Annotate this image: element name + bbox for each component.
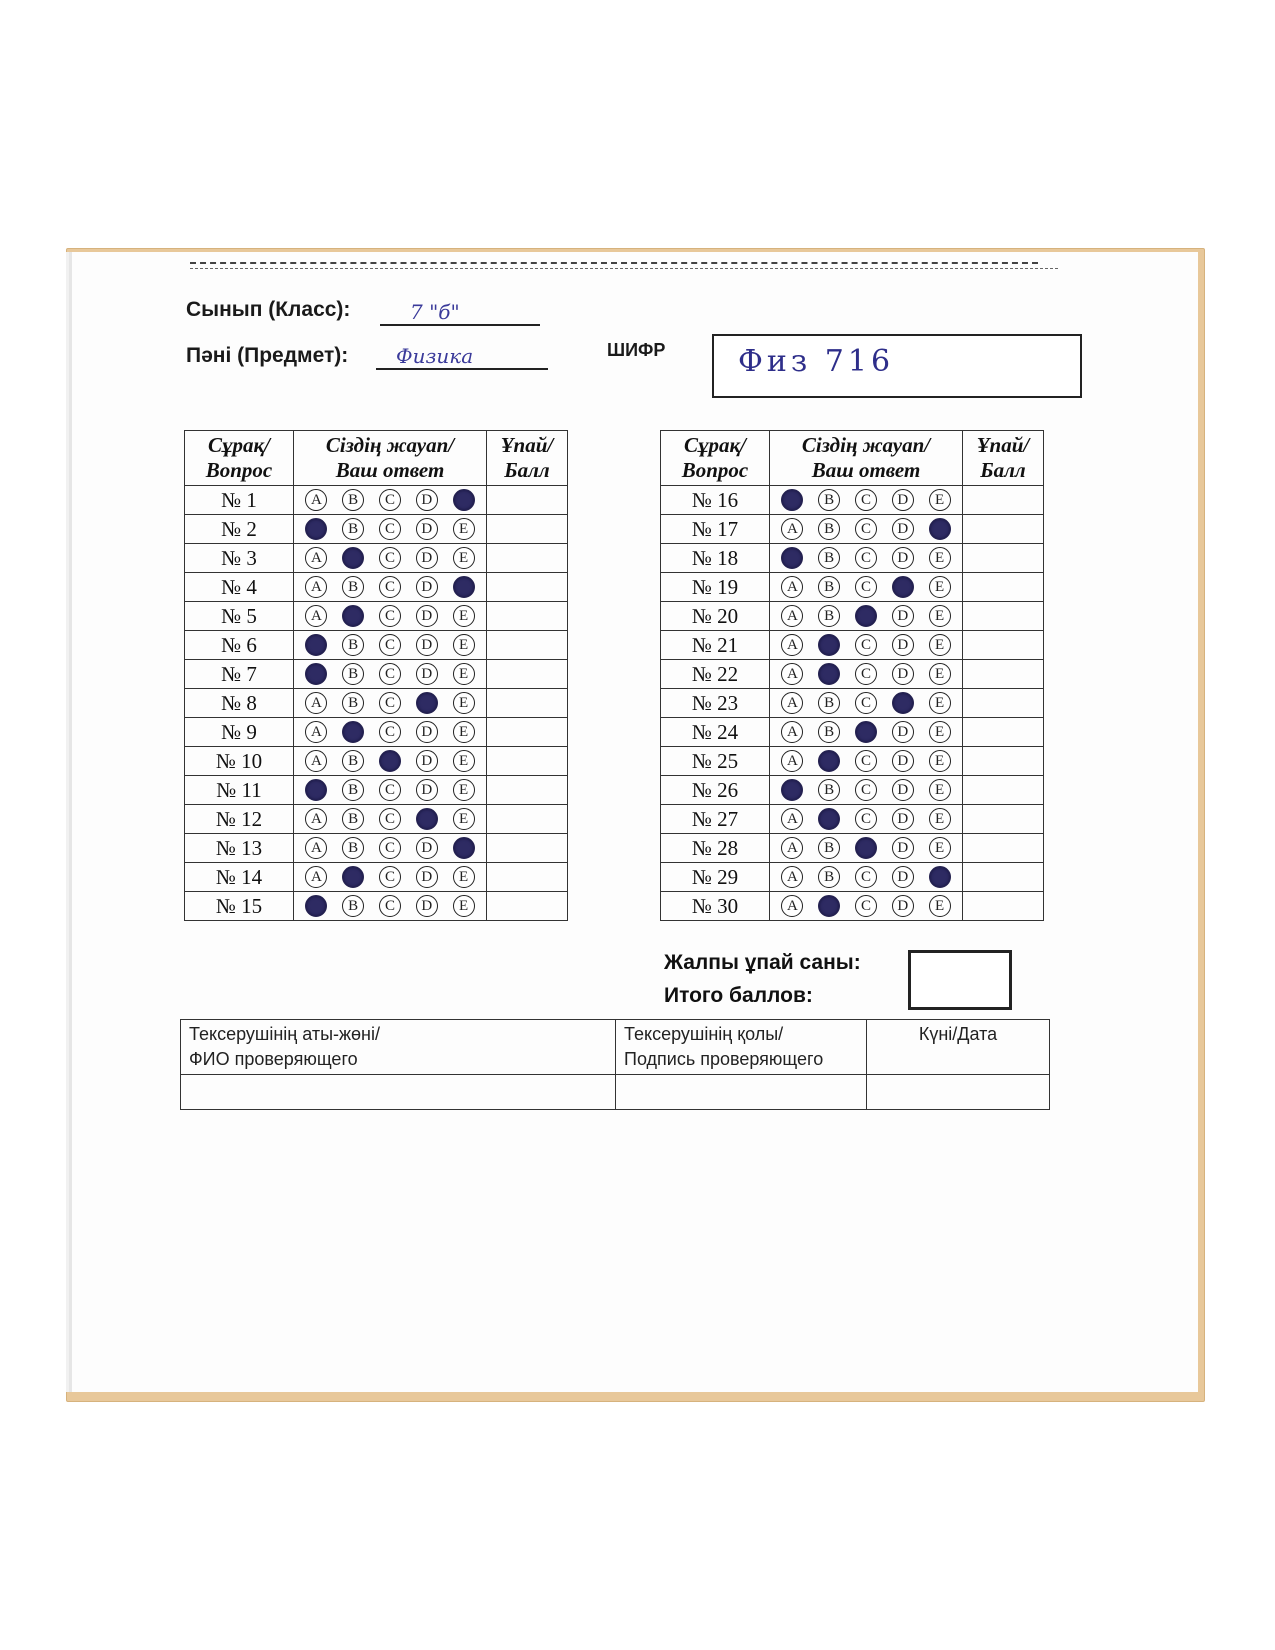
question-number: № 26 bbox=[661, 776, 770, 805]
score-cell[interactable] bbox=[963, 602, 1044, 631]
answer-options bbox=[770, 544, 963, 573]
answer-bubble-e[interactable]: E bbox=[929, 576, 951, 598]
answer-bubble-b[interactable]: B bbox=[342, 692, 364, 714]
answer-bubble-e[interactable]: E bbox=[453, 547, 475, 569]
question-row bbox=[185, 776, 568, 805]
answer-bubble-a[interactable]: A bbox=[781, 866, 803, 888]
answer-options bbox=[294, 573, 487, 602]
question-row bbox=[661, 863, 1044, 892]
score-cell[interactable] bbox=[963, 544, 1044, 573]
answer-bubble-d[interactable] bbox=[892, 692, 914, 714]
cipher-label: ШИФР bbox=[607, 340, 666, 360]
examiner-name-header: Тексерушінің аты-жөні/ ФИО проверяющего bbox=[181, 1020, 616, 1075]
question-row bbox=[661, 544, 1044, 573]
answer-bubble-b[interactable] bbox=[818, 895, 840, 917]
score-cell[interactable] bbox=[487, 863, 568, 892]
question-row bbox=[185, 863, 568, 892]
answer-bubble-e[interactable]: E bbox=[929, 634, 951, 656]
score-cell[interactable] bbox=[963, 776, 1044, 805]
answer-bubble-e[interactable]: E bbox=[929, 779, 951, 801]
answer-bubble-a[interactable] bbox=[781, 779, 803, 801]
question-number: № 14 bbox=[185, 863, 294, 892]
answer-bubble-e[interactable]: E bbox=[453, 692, 475, 714]
answer-options bbox=[770, 515, 963, 544]
answer-bubble-e[interactable]: E bbox=[929, 605, 951, 627]
answer-bubble-e[interactable] bbox=[929, 866, 951, 888]
answer-bubble-d[interactable]: D bbox=[892, 547, 914, 569]
answer-options bbox=[770, 718, 963, 747]
answer-bubble-d[interactable]: D bbox=[892, 866, 914, 888]
answer-options bbox=[770, 602, 963, 631]
question-row bbox=[661, 515, 1044, 544]
question-number: № 25 bbox=[661, 747, 770, 776]
answer-bubble-a[interactable] bbox=[305, 779, 327, 801]
answer-bubble-a[interactable]: A bbox=[781, 692, 803, 714]
answer-bubble-b[interactable]: B bbox=[818, 605, 840, 627]
answer-options bbox=[770, 747, 963, 776]
answer-bubble-c[interactable]: C bbox=[855, 663, 877, 685]
answer-bubble-b[interactable] bbox=[818, 634, 840, 656]
question-row bbox=[661, 631, 1044, 660]
answer-bubble-c[interactable]: C bbox=[379, 866, 401, 888]
answer-options bbox=[770, 660, 963, 689]
answer-options bbox=[294, 544, 487, 573]
answer-bubble-e[interactable] bbox=[453, 837, 475, 859]
score-cell[interactable] bbox=[487, 573, 568, 602]
examiner-table bbox=[180, 1019, 1050, 1110]
score-cell[interactable] bbox=[487, 660, 568, 689]
answer-bubble-c[interactable]: C bbox=[855, 547, 877, 569]
class-label: Сынып (Класс): bbox=[186, 298, 351, 321]
answer-options bbox=[770, 631, 963, 660]
answer-options bbox=[770, 834, 963, 863]
answer-bubble-e[interactable]: E bbox=[929, 663, 951, 685]
answer-bubble-c[interactable]: C bbox=[855, 779, 877, 801]
class-value[interactable]: 7 "б" bbox=[410, 300, 460, 324]
answer-sheet bbox=[72, 252, 1198, 1392]
answer-bubble-d[interactable]: D bbox=[892, 605, 914, 627]
answer-bubble-d[interactable]: D bbox=[892, 721, 914, 743]
cipher-box[interactable] bbox=[712, 334, 1082, 398]
answer-bubble-d[interactable]: D bbox=[416, 547, 438, 569]
answer-bubble-d[interactable]: D bbox=[892, 489, 914, 511]
question-number: № 30 bbox=[661, 892, 770, 921]
answer-bubble-c[interactable]: C bbox=[379, 808, 401, 830]
question-header: Сұрақ/ Вопрос bbox=[661, 431, 770, 486]
answer-bubble-a[interactable]: A bbox=[305, 721, 327, 743]
answer-options bbox=[294, 776, 487, 805]
answer-bubble-b[interactable]: B bbox=[342, 808, 364, 830]
answer-bubble-c[interactable]: C bbox=[855, 895, 877, 917]
answer-bubble-b[interactable]: B bbox=[342, 779, 364, 801]
total-score-label: Жалпы ұпай саны: Итого баллов: bbox=[664, 951, 861, 1007]
answer-bubble-d[interactable]: D bbox=[416, 518, 438, 540]
answer-bubble-d[interactable]: D bbox=[416, 837, 438, 859]
answer-bubble-a[interactable]: A bbox=[781, 663, 803, 685]
question-row bbox=[185, 631, 568, 660]
question-number: № 16 bbox=[661, 486, 770, 515]
answer-bubble-c[interactable]: C bbox=[855, 808, 877, 830]
score-cell[interactable] bbox=[487, 834, 568, 863]
examiner-signature-header: Тексерушінің қолы/ Подпись проверяющего bbox=[616, 1020, 867, 1075]
score-cell[interactable] bbox=[487, 718, 568, 747]
question-number: № 1 bbox=[185, 486, 294, 515]
answer-bubble-a[interactable]: A bbox=[781, 808, 803, 830]
answer-options bbox=[294, 834, 487, 863]
answer-bubble-b[interactable]: B bbox=[342, 634, 364, 656]
answer-bubble-e[interactable]: E bbox=[453, 605, 475, 627]
question-row bbox=[185, 718, 568, 747]
score-cell[interactable] bbox=[963, 834, 1044, 863]
score-cell[interactable] bbox=[487, 602, 568, 631]
answer-bubble-c[interactable]: C bbox=[379, 895, 401, 917]
question-number: № 3 bbox=[185, 544, 294, 573]
answer-bubble-b[interactable] bbox=[342, 721, 364, 743]
question-row bbox=[661, 776, 1044, 805]
answer-bubble-c[interactable]: C bbox=[379, 634, 401, 656]
score-cell[interactable] bbox=[487, 631, 568, 660]
question-number: № 17 bbox=[661, 515, 770, 544]
answer-bubble-c[interactable]: C bbox=[855, 866, 877, 888]
answer-table-right bbox=[660, 430, 1044, 921]
score-cell[interactable] bbox=[487, 689, 568, 718]
answer-bubble-d[interactable] bbox=[892, 576, 914, 598]
answer-bubble-e[interactable]: E bbox=[929, 489, 951, 511]
score-header: Ұпай/ Балл bbox=[487, 431, 568, 486]
answer-bubble-c[interactable]: C bbox=[855, 518, 877, 540]
question-row bbox=[185, 834, 568, 863]
answer-bubble-b[interactable]: B bbox=[818, 576, 840, 598]
answer-bubble-c[interactable]: C bbox=[855, 750, 877, 772]
answer-bubble-b[interactable]: B bbox=[818, 779, 840, 801]
answer-options bbox=[294, 747, 487, 776]
question-header: Сұрақ/ Вопрос bbox=[185, 431, 294, 486]
answer-bubble-a[interactable]: A bbox=[781, 895, 803, 917]
answer-bubble-d[interactable]: D bbox=[416, 489, 438, 511]
question-number: № 15 bbox=[185, 892, 294, 921]
subject-value[interactable]: Физика bbox=[396, 344, 474, 368]
question-number: № 24 bbox=[661, 718, 770, 747]
answer-bubble-a[interactable]: A bbox=[781, 576, 803, 598]
score-cell[interactable] bbox=[963, 689, 1044, 718]
answer-bubble-a[interactable] bbox=[781, 547, 803, 569]
answer-bubble-d[interactable]: D bbox=[892, 808, 914, 830]
question-number: № 20 bbox=[661, 602, 770, 631]
score-cell[interactable] bbox=[963, 863, 1044, 892]
score-cell[interactable] bbox=[487, 544, 568, 573]
answer-bubble-a[interactable] bbox=[781, 489, 803, 511]
question-row bbox=[661, 805, 1044, 834]
answer-bubble-c[interactable]: C bbox=[379, 779, 401, 801]
question-row bbox=[185, 486, 568, 515]
answer-bubble-a[interactable]: A bbox=[305, 866, 327, 888]
score-cell[interactable] bbox=[963, 718, 1044, 747]
answer-bubble-d[interactable]: D bbox=[416, 634, 438, 656]
answer-table-left bbox=[184, 430, 568, 921]
score-cell[interactable] bbox=[487, 747, 568, 776]
answer-bubble-d[interactable]: D bbox=[892, 518, 914, 540]
question-row bbox=[661, 573, 1044, 602]
answer-bubble-e[interactable]: E bbox=[929, 547, 951, 569]
question-number: № 13 bbox=[185, 834, 294, 863]
answer-bubble-d[interactable]: D bbox=[416, 895, 438, 917]
perforation-line bbox=[190, 268, 1058, 269]
answer-bubble-c[interactable]: C bbox=[379, 489, 401, 511]
answer-bubble-c[interactable] bbox=[855, 605, 877, 627]
answer-bubble-b[interactable]: B bbox=[818, 721, 840, 743]
answer-bubble-e[interactable]: E bbox=[453, 779, 475, 801]
question-row bbox=[661, 486, 1044, 515]
answer-bubble-a[interactable] bbox=[305, 518, 327, 540]
score-cell[interactable] bbox=[963, 805, 1044, 834]
answer-bubble-d[interactable]: D bbox=[416, 663, 438, 685]
answer-bubble-e[interactable]: E bbox=[453, 866, 475, 888]
question-number: № 29 bbox=[661, 863, 770, 892]
answer-bubble-c[interactable]: C bbox=[855, 634, 877, 656]
question-number: № 27 bbox=[661, 805, 770, 834]
answer-bubble-d[interactable]: D bbox=[416, 779, 438, 801]
score-cell[interactable] bbox=[963, 660, 1044, 689]
question-number: № 4 bbox=[185, 573, 294, 602]
answer-options bbox=[294, 486, 487, 515]
answer-bubble-c[interactable]: C bbox=[855, 489, 877, 511]
answer-bubble-d[interactable]: D bbox=[416, 866, 438, 888]
answer-bubble-a[interactable]: A bbox=[305, 750, 327, 772]
question-row bbox=[661, 660, 1044, 689]
answer-bubble-a[interactable]: A bbox=[781, 837, 803, 859]
question-number: № 22 bbox=[661, 660, 770, 689]
score-cell[interactable] bbox=[963, 747, 1044, 776]
answer-bubble-b[interactable] bbox=[818, 750, 840, 772]
answer-bubble-b[interactable]: B bbox=[818, 692, 840, 714]
answer-bubble-e[interactable]: E bbox=[929, 808, 951, 830]
answer-options bbox=[294, 689, 487, 718]
answer-bubble-c[interactable]: C bbox=[379, 518, 401, 540]
question-number: № 11 bbox=[185, 776, 294, 805]
answer-bubble-a[interactable]: A bbox=[305, 808, 327, 830]
answer-options bbox=[770, 892, 963, 921]
answer-bubble-e[interactable]: E bbox=[453, 518, 475, 540]
answer-bubble-b[interactable]: B bbox=[818, 518, 840, 540]
answer-bubble-a[interactable]: A bbox=[305, 605, 327, 627]
answer-bubble-e[interactable]: E bbox=[453, 895, 475, 917]
question-number: № 21 bbox=[661, 631, 770, 660]
question-number: № 18 bbox=[661, 544, 770, 573]
question-row bbox=[661, 689, 1044, 718]
question-number: № 23 bbox=[661, 689, 770, 718]
answer-bubble-a[interactable]: A bbox=[305, 576, 327, 598]
score-cell[interactable] bbox=[487, 776, 568, 805]
date-header: Күні/Дата bbox=[867, 1020, 1050, 1075]
answer-bubble-d[interactable]: D bbox=[416, 750, 438, 772]
answer-bubble-e[interactable]: E bbox=[453, 808, 475, 830]
answer-bubble-a[interactable]: A bbox=[781, 721, 803, 743]
answer-bubble-c[interactable]: C bbox=[379, 576, 401, 598]
answer-bubble-e[interactable]: E bbox=[453, 750, 475, 772]
answer-bubble-e[interactable]: E bbox=[453, 634, 475, 656]
answer-options bbox=[770, 805, 963, 834]
answer-bubble-b[interactable] bbox=[818, 663, 840, 685]
score-cell[interactable] bbox=[487, 805, 568, 834]
answer-bubble-d[interactable]: D bbox=[892, 634, 914, 656]
answer-bubble-c[interactable] bbox=[855, 837, 877, 859]
answer-bubble-d[interactable]: D bbox=[892, 779, 914, 801]
class-underline bbox=[380, 324, 540, 326]
question-number: № 28 bbox=[661, 834, 770, 863]
answer-bubble-b[interactable]: B bbox=[342, 750, 364, 772]
question-row bbox=[661, 718, 1044, 747]
answer-bubble-a[interactable] bbox=[305, 663, 327, 685]
answer-bubble-e[interactable]: E bbox=[929, 692, 951, 714]
answer-bubble-a[interactable]: A bbox=[305, 489, 327, 511]
answer-bubble-e[interactable] bbox=[453, 576, 475, 598]
question-number: № 2 bbox=[185, 515, 294, 544]
answer-options bbox=[294, 892, 487, 921]
answer-bubble-a[interactable]: A bbox=[781, 750, 803, 772]
answer-options bbox=[770, 776, 963, 805]
perforation-line bbox=[190, 262, 1038, 264]
question-number: № 7 bbox=[185, 660, 294, 689]
answer-options bbox=[294, 660, 487, 689]
answer-bubble-b[interactable]: B bbox=[818, 489, 840, 511]
answer-bubble-b[interactable]: B bbox=[342, 895, 364, 917]
answer-options bbox=[294, 863, 487, 892]
answer-bubble-c[interactable]: C bbox=[379, 837, 401, 859]
answer-bubble-a[interactable]: A bbox=[781, 518, 803, 540]
score-cell[interactable] bbox=[487, 892, 568, 921]
score-header: Ұпай/ Балл bbox=[963, 431, 1044, 486]
question-row bbox=[661, 602, 1044, 631]
answer-bubble-b[interactable]: B bbox=[818, 837, 840, 859]
answer-bubble-e[interactable]: E bbox=[929, 750, 951, 772]
answer-bubble-c[interactable] bbox=[855, 721, 877, 743]
answer-bubble-c[interactable]: C bbox=[379, 692, 401, 714]
question-number: № 6 bbox=[185, 631, 294, 660]
question-row bbox=[185, 544, 568, 573]
answer-bubble-d[interactable]: D bbox=[892, 837, 914, 859]
score-cell[interactable] bbox=[963, 573, 1044, 602]
answer-bubble-c[interactable]: C bbox=[379, 547, 401, 569]
score-cell[interactable] bbox=[963, 631, 1044, 660]
question-number: № 8 bbox=[185, 689, 294, 718]
answer-bubble-a[interactable]: A bbox=[305, 547, 327, 569]
score-cell[interactable] bbox=[963, 892, 1044, 921]
answer-bubble-b[interactable] bbox=[818, 808, 840, 830]
answer-bubble-a[interactable]: A bbox=[781, 605, 803, 627]
answer-bubble-d[interactable]: D bbox=[416, 721, 438, 743]
answer-bubble-b[interactable]: B bbox=[342, 837, 364, 859]
answer-header: Сіздің жауап/ Ваш ответ bbox=[294, 431, 487, 486]
answer-bubble-b[interactable]: B bbox=[342, 489, 364, 511]
examiner-name-field[interactable] bbox=[181, 1075, 616, 1110]
answer-bubble-a[interactable] bbox=[305, 895, 327, 917]
question-row bbox=[661, 747, 1044, 776]
answer-bubble-e[interactable]: E bbox=[453, 721, 475, 743]
answer-bubble-d[interactable] bbox=[416, 692, 438, 714]
subject-underline bbox=[376, 368, 548, 370]
answer-options bbox=[770, 573, 963, 602]
answer-bubble-b[interactable]: B bbox=[342, 518, 364, 540]
answer-bubble-d[interactable]: D bbox=[416, 576, 438, 598]
score-cell[interactable] bbox=[487, 515, 568, 544]
answer-bubble-b[interactable]: B bbox=[818, 547, 840, 569]
answer-bubble-a[interactable]: A bbox=[305, 837, 327, 859]
date-field[interactable] bbox=[867, 1075, 1050, 1110]
score-cell[interactable] bbox=[963, 515, 1044, 544]
answer-bubble-d[interactable]: D bbox=[416, 605, 438, 627]
question-number: № 19 bbox=[661, 573, 770, 602]
question-row bbox=[185, 602, 568, 631]
answer-bubble-b[interactable] bbox=[342, 605, 364, 627]
question-number: № 5 bbox=[185, 602, 294, 631]
subject-label: Пәні (Предмет): bbox=[186, 344, 349, 367]
answer-bubble-b[interactable]: B bbox=[342, 576, 364, 598]
answer-bubble-e[interactable]: E bbox=[453, 663, 475, 685]
answer-bubble-b[interactable] bbox=[342, 547, 364, 569]
answer-bubble-e[interactable]: E bbox=[929, 895, 951, 917]
answer-bubble-a[interactable]: A bbox=[781, 634, 803, 656]
question-number: № 10 bbox=[185, 747, 294, 776]
question-row bbox=[661, 834, 1044, 863]
answer-options bbox=[770, 863, 963, 892]
answer-bubble-c[interactable]: C bbox=[855, 692, 877, 714]
question-row bbox=[185, 747, 568, 776]
answer-bubble-e[interactable]: E bbox=[929, 721, 951, 743]
question-number: № 12 bbox=[185, 805, 294, 834]
question-row bbox=[185, 660, 568, 689]
question-row bbox=[185, 892, 568, 921]
answer-bubble-c[interactable]: C bbox=[379, 605, 401, 627]
answer-bubble-d[interactable] bbox=[416, 808, 438, 830]
answer-options bbox=[294, 602, 487, 631]
answer-bubble-d[interactable]: D bbox=[892, 750, 914, 772]
answer-bubble-c[interactable]: C bbox=[379, 721, 401, 743]
total-score-box[interactable] bbox=[908, 950, 1012, 1010]
answer-bubble-b[interactable]: B bbox=[818, 866, 840, 888]
answer-bubble-e[interactable] bbox=[929, 518, 951, 540]
question-row bbox=[661, 892, 1044, 921]
answer-options bbox=[770, 486, 963, 515]
score-cell[interactable] bbox=[963, 486, 1044, 515]
examiner-signature-field[interactable] bbox=[616, 1075, 867, 1110]
question-row bbox=[185, 515, 568, 544]
answer-options bbox=[294, 515, 487, 544]
score-cell[interactable] bbox=[487, 486, 568, 515]
answer-bubble-b[interactable]: B bbox=[342, 663, 364, 685]
answer-options bbox=[770, 689, 963, 718]
answer-options bbox=[294, 631, 487, 660]
answer-options bbox=[294, 805, 487, 834]
answer-header: Сіздің жауап/ Ваш ответ bbox=[770, 431, 963, 486]
answer-bubble-d[interactable]: D bbox=[892, 895, 914, 917]
answer-bubble-d[interactable]: D bbox=[892, 663, 914, 685]
answer-bubble-c[interactable] bbox=[379, 750, 401, 772]
question-row bbox=[185, 805, 568, 834]
answer-bubble-e[interactable]: E bbox=[929, 837, 951, 859]
question-row bbox=[185, 689, 568, 718]
answer-options bbox=[294, 718, 487, 747]
cipher-value: Физ 716 bbox=[738, 344, 895, 379]
question-row bbox=[185, 573, 568, 602]
question-number: № 9 bbox=[185, 718, 294, 747]
answer-bubble-b[interactable] bbox=[342, 866, 364, 888]
answer-bubble-e[interactable] bbox=[453, 489, 475, 511]
answer-bubble-c[interactable]: C bbox=[855, 576, 877, 598]
answer-bubble-a[interactable]: A bbox=[305, 692, 327, 714]
answer-bubble-a[interactable] bbox=[305, 634, 327, 656]
answer-bubble-c[interactable]: C bbox=[379, 663, 401, 685]
